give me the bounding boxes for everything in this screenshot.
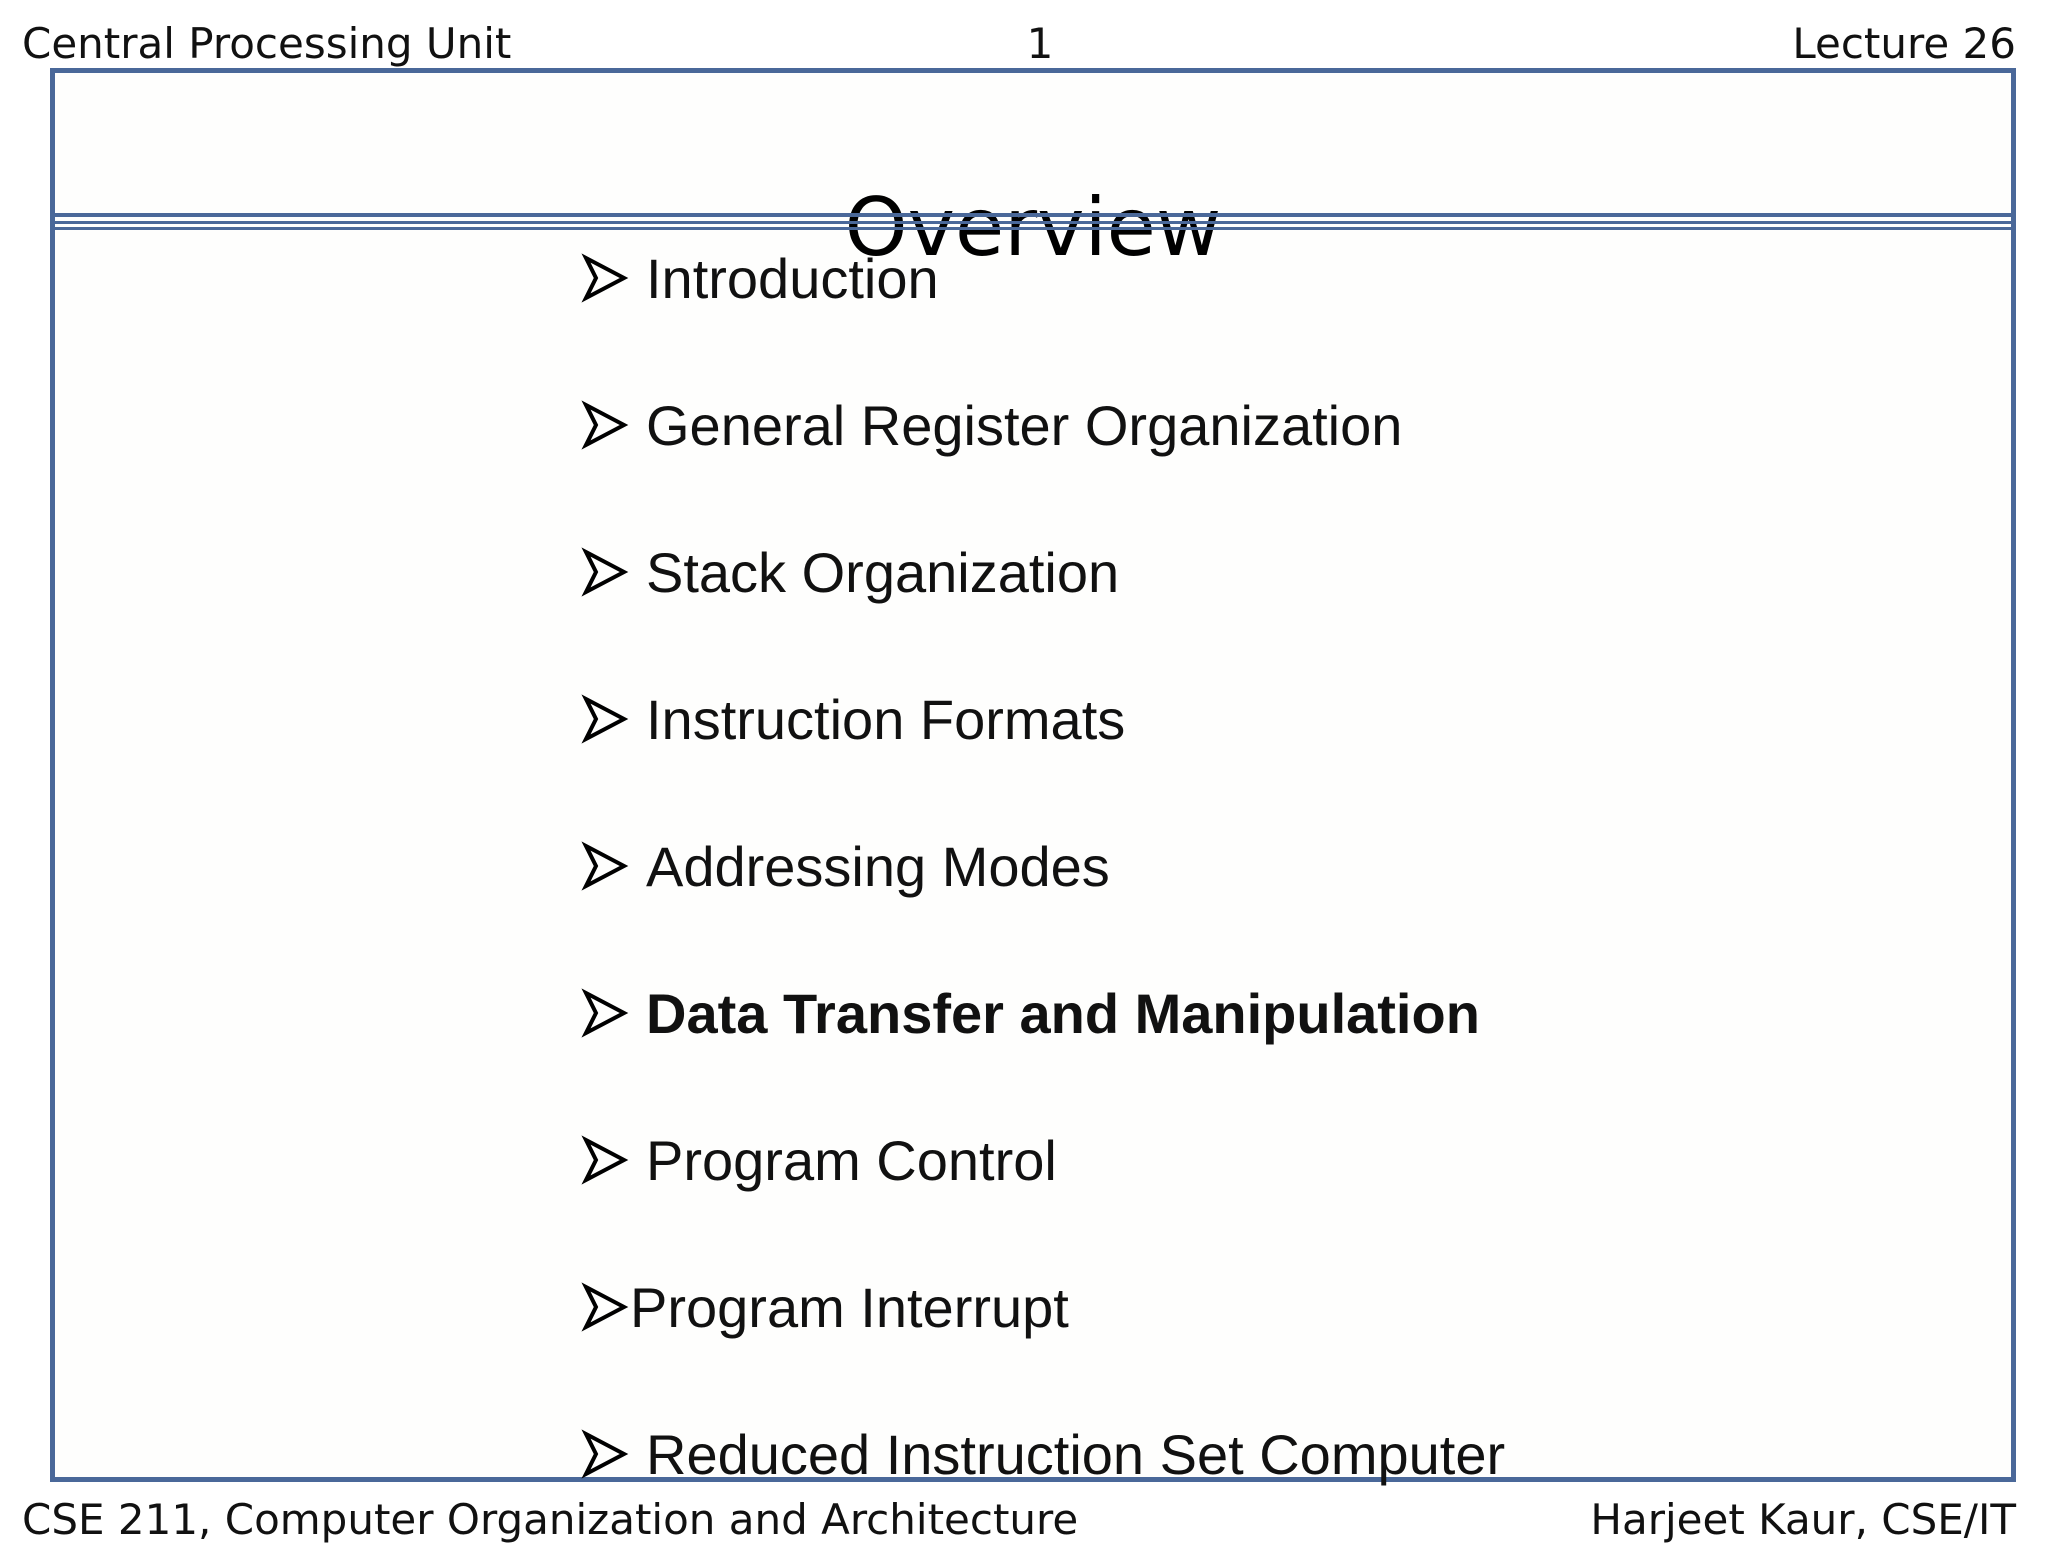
list-item: [580, 1419, 1505, 1489]
list-item: [580, 537, 1119, 607]
footer-course-name: CSE 211, Computer Organization and Architecture: [22, 1495, 1079, 1544]
list-item-label: Instruction Formats: [646, 687, 1126, 751]
list-item-label: Program Control: [646, 1128, 1057, 1192]
arrowhead-bullet-icon: [580, 400, 634, 450]
header-course-topic: Central Processing Unit: [22, 19, 512, 68]
title-divider: [53, 213, 2013, 217]
list-item-label: Reduced Instruction Set Computer: [646, 1422, 1506, 1486]
list-item: [580, 684, 1125, 754]
header-page-number: 1: [1026, 19, 1054, 68]
list-item: [580, 831, 1110, 901]
arrowhead-bullet-icon: [580, 1282, 634, 1332]
arrowhead-bullet-icon: [580, 841, 634, 891]
list-item-label: General Register Organization: [646, 393, 1403, 457]
arrowhead-bullet-icon: [580, 547, 634, 597]
arrowhead-bullet-icon: [580, 1429, 634, 1479]
list-item: [580, 390, 1402, 460]
header-lecture-number: Lecture 26: [1792, 19, 2016, 68]
title-divider: [53, 227, 2013, 230]
title-divider: [53, 221, 2013, 224]
list-item: [580, 1125, 1057, 1195]
slide-frame: [50, 68, 2016, 1482]
arrowhead-bullet-icon: [580, 694, 634, 744]
arrowhead-bullet-icon: [580, 1135, 634, 1185]
list-item-label: Stack Organization: [646, 540, 1120, 604]
list-item: [580, 1272, 1069, 1342]
arrowhead-bullet-icon: [580, 988, 634, 1038]
list-item: [580, 243, 939, 313]
footer-author: Harjeet Kaur, CSE/IT: [1590, 1495, 2016, 1544]
list-item-current: [580, 978, 1480, 1048]
list-item-label: Data Transfer and Manipulation: [646, 981, 1480, 1045]
arrowhead-bullet-icon: [580, 253, 634, 303]
list-item-label: Program Interrupt: [630, 1275, 1069, 1339]
list-item-label: Introduction: [646, 246, 939, 310]
list-item-label: Addressing Modes: [646, 834, 1110, 898]
